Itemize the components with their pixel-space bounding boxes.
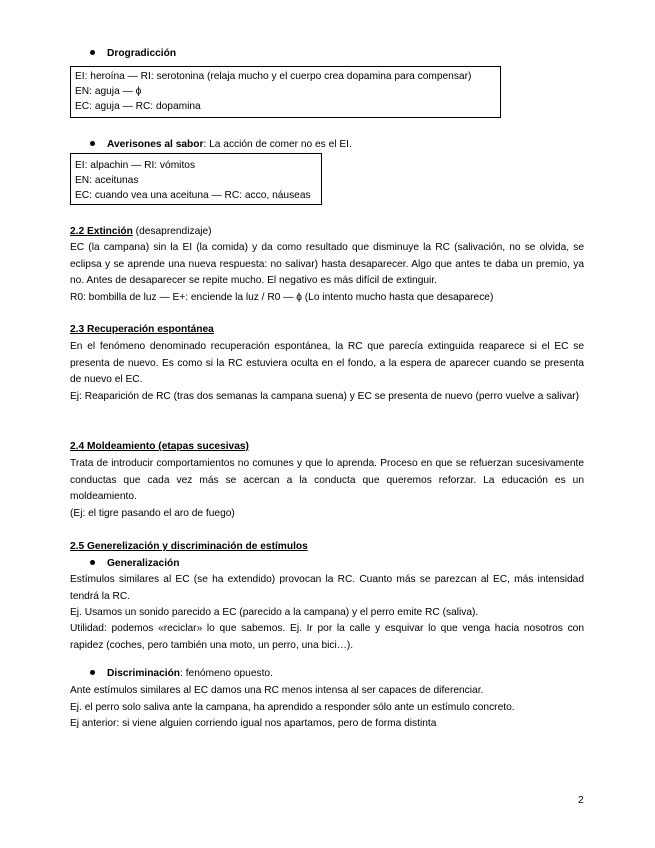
aversiones-line-2: EN: aceitunas (75, 175, 139, 186)
generalizacion-paragraph: Estímulos similares al EC (se ha extendido) provocan la RC. Cuanto más se parezcan al EC, más intensidad tendrá la RC. (70, 574, 584, 602)
discriminacion-title: Discriminación (107, 668, 181, 679)
bullet-discriminacion (90, 666, 273, 681)
generalizacion-heading: 2.5 Generelización y discriminación de estímulos (70, 541, 308, 552)
bullet-generalizacion (90, 556, 179, 571)
drogradiccion-box (70, 66, 501, 118)
drogradiccion-line-3: EC: aguja — RC: dopamina (75, 101, 201, 112)
moldeamiento-example: (Ej: el tigre pasando el aro de fuego) (70, 508, 235, 519)
generalizacion-example: Ej. Usamos un sonido parecido a EC (parecido a la campana) y el perro emite RC (saliva). (70, 607, 479, 618)
discriminacion-line-3: Ej anterior: si viene alguien corriendo igual nos apartamos, pero de forma distinta (70, 718, 437, 729)
bullet-aversiones (90, 137, 352, 152)
discriminacion-rest: : fenómeno opuesto. (180, 668, 273, 679)
bullet-drogradiccion (90, 46, 176, 61)
drogradiccion-title: Drogradicción (107, 48, 177, 59)
recuperacion-heading-row (70, 322, 214, 339)
drogradiccion-line-2: EN: aguja — ϕ (75, 86, 142, 97)
moldeamiento-heading-row (70, 439, 249, 456)
recuperacion-paragraph: En el fenómeno denominado recuperación espontánea, la RC que parecía extinguida reaparece si el EC se presenta de nuevo. Es como si la RC estuviera oculta en el fondo, a la espera de aparecer cuando se presenta de nuevo el EC. (70, 341, 584, 385)
moldeamiento-paragraph: Trata de introducir comportamientos no comunes y que lo aprenda. Proceso en que se refuerzan sucesivamente conductas que cada vez más se acercan a la conducta que queremos reforzar. La educación es un moldeamiento. (70, 458, 584, 502)
discriminacion-line-2: Ej. el perro solo saliva ante la campana, ha aprendido a responder sólo ante un estímulo concreto. (70, 702, 515, 713)
aversiones-rest: : La acción de comer no es el EI. (203, 139, 352, 150)
bullet-icon (90, 50, 95, 55)
extincion-example: R0: bombilla de luz — E+: enciende la luz / R0 — ϕ (Lo intento mucho hasta que desaparece) (70, 292, 494, 303)
aversiones-line-1: EI: alpachin — RI: vómitos (75, 160, 196, 171)
extincion-heading-row (70, 224, 212, 241)
aversiones-title: Averisones al sabor (107, 139, 204, 150)
generalizacion-title: Generalización (107, 558, 180, 569)
extincion-heading-rest: (desaprendizaje) (132, 226, 212, 237)
extincion-heading: 2.2 Extinción (70, 226, 133, 237)
recuperacion-example: Ej: Reaparición de RC (tras dos semanas la campana suena) y EC se presenta de nuevo (perro vuelve a salivar) (70, 391, 580, 402)
bullet-icon (90, 670, 95, 675)
discriminacion-line-1: Ante estímulos similares al EC damos una RC menos intensa al ser capaces de diferenciar. (70, 685, 484, 696)
generalizacion-utilidad: Utilidad: podemos «reciclar» lo que sabemos. Ej. Ir por la calle y esquivar lo que venga hacia nosotros con rapidez (coches, pero también una moto, un perro, una bici…). (70, 623, 584, 651)
page-number: 2 (578, 795, 584, 806)
generalizacion-heading-row (70, 539, 308, 556)
extincion-paragraph: EC (la campana) sin la EI (la comida) y da como resultado que disminuye la RC (salivación, no se olvida, se eclipsa y se aprende una nueva respuesta: no salivar) hasta desaparecer. Algo que antes te daba un premio, ya no. Antes de desaparecer se repite mucho. El negativo es más difícil de extinguir. (70, 242, 584, 286)
bullet-icon (90, 560, 95, 565)
bullet-icon (90, 141, 95, 146)
drogradiccion-line-1: EI: heroína — RI: serotonina (relaja mucho y el cuerpo crea dopamina para compensar) (75, 71, 472, 82)
moldeamiento-heading: 2.4 Moldeamiento (etapas sucesivas) (70, 441, 249, 452)
aversiones-box (70, 153, 322, 205)
recuperacion-heading: 2.3 Recuperación espontánea (70, 324, 214, 335)
aversiones-line-3: EC: cuando vea una aceituna — RC: acco, náuseas (75, 190, 311, 201)
